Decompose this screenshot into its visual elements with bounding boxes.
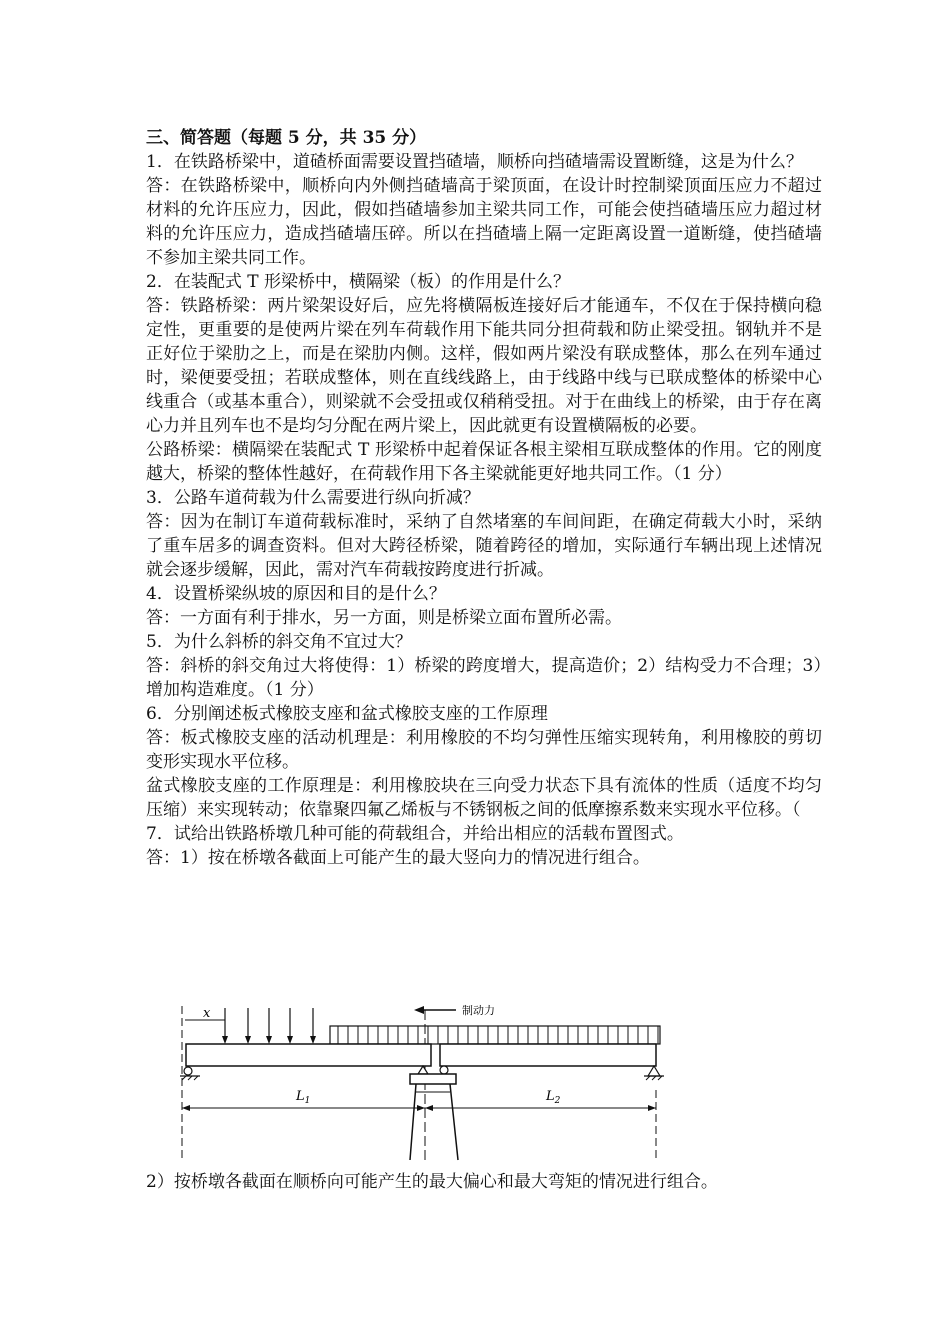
left-span-beam [186,1044,431,1066]
answer-5: 答：斜桥的斜交角过大将使得：1）桥梁的跨度增大，提高造价；2）结构受力不合理；3）增加构造难度。（1 分） [146,656,822,700]
answer-7-part-1: 答：1）按在桥墩各截面上可能产生的最大竖向力的情况进行组合。 [146,848,650,868]
question-6: 6．分别阐述板式橡胶支座和盆式橡胶支座的工作原理 [146,704,548,724]
x-dimension-label: x [203,1006,211,1021]
question-4: 4．设置桥梁纵坡的原因和目的是什么？ [146,584,446,604]
span-l2-label: $L_2$ [546,1089,561,1106]
answer-4: 答：一方面有利于排水，另一方面，则是桥梁立面布置所必需。 [146,608,622,628]
concentrated-loads [222,1008,316,1044]
question-7: 7．试给出铁路桥墩几种可能的荷载组合，并给出相应的活载布置图式。 [146,824,684,844]
question-5: 5．为什么斜桥的斜交角不宜过大？ [146,632,412,652]
answer-2-highway: 公路桥梁：横隔梁在装配式 T 形梁桥中起着保证各根主梁相互联成整体的作用。它的刚度越大，桥梁的整体性越好，在荷载作用下各主梁就能更好地共同工作。（1 分） [146,440,822,484]
braking-force-arrowhead [414,1006,424,1014]
answer-7-part-2: 2）按桥墩各截面在顺桥向可能产生的最大偏心和最大弯矩的情况进行组合。 [146,1172,718,1192]
question-1: 1．在铁路桥梁中，道碴桥面需要设置挡碴墙，顺桥向挡碴墙需设置断缝，这是为什么？ [146,152,803,172]
span-dimensions [182,1105,656,1111]
load-diagram-svg [178,1000,678,1162]
span-l1-label: $L_1$ [296,1089,311,1106]
load-arrangement-figure [178,1000,678,1162]
question-3: 3．公路车道荷载为什么需要进行纵向折减？ [146,488,480,508]
answer-6-plate-bearing: 答：板式橡胶支座的活动机理是：利用橡胶的不均匀弹性压缩实现转角，利用橡胶的剪切变形实现水平位移。 [146,728,822,772]
question-2: 2．在装配式 T 形梁桥中，横隔梁（板）的作用是什么？ [146,272,570,292]
left-support [180,1067,200,1080]
document-body [146,126,822,870]
answer-6-pot-bearing: 盆式橡胶支座的工作原理是：利用橡胶块在三向受力状态下具有流体的性质（适度不均匀压缩）来实现转动；依靠聚四氟乙烯板与不锈钢板之间的低摩擦系数来实现水平位移。（ [146,776,822,820]
answer-3: 答：因为在制订车道荷载标准时，采纳了自然堵塞的车间间距，在确定荷载大小时，采纳了重车居多的调查资料。但对大跨径桥梁，随着跨径的增加，实际通行车辆出现上述情况就会逐步缓解，因此，需对汽车荷载按跨度进行折减。 [146,512,822,580]
answer-2-railway: 答：铁路桥梁：两片梁架设好后，应先将横隔板连接好后才能通车，不仅在于保持横向稳定性，更重要的是使两片梁在列车荷载作用下能共同分担荷载和防止梁受扭。钢轨并不是正好位于梁肋之上，而是在梁肋内侧。这样，假如两片梁没有联成整体，那么在列车通过时，梁便要受扭；若联成整体，则在直线线路上，由于线路中线与已联成整体的桥梁中心线重合（或基本重合），则梁就不会受扭或仅稍稍受扭。对于在曲线上的桥梁，由于存在离心力并且列车也不是均匀分配在两片梁上，因此就更有设置横隔板的必要。 [146,296,822,436]
right-span-beam [440,1044,656,1066]
braking-force-label: 制动力 [462,1004,495,1017]
after-figure-text [146,1170,822,1194]
answer-1: 答：在铁路桥梁中，顺桥向内外侧挡碴墙高于梁顶面，在设计时控制梁顶面压应力不超过材料的允许压应力，因此，假如挡碴墙参加主梁共同工作，可能会使挡碴墙压应力超过材料的允许压应力，造成挡碴墙压碎。所以在挡碴墙上隔一定距离设置一道断缝，使挡碴墙不参加主梁共同工作。 [146,176,822,268]
right-support [644,1066,664,1080]
distributed-load [330,1026,660,1044]
bridge-pier [410,1066,458,1160]
section-title: 三、简答题（每题 5 分，共 35 分） [146,128,427,148]
